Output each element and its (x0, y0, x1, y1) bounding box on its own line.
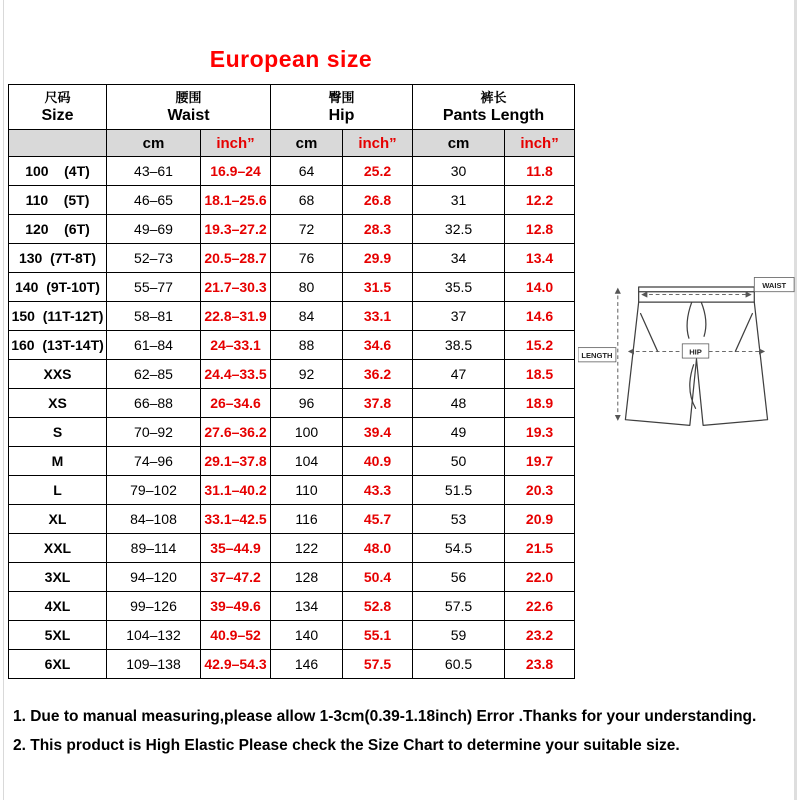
hip-cm-cell: 100 (271, 418, 343, 447)
table-row (9, 389, 575, 418)
table-row (9, 360, 575, 389)
table-row (9, 186, 575, 215)
table-row (9, 418, 575, 447)
length-cm-cell: 35.5 (413, 273, 505, 302)
waist-header-en: Waist (167, 107, 210, 125)
hip-label (682, 344, 709, 358)
shorts-line-art (578, 268, 796, 469)
waist-cm-cell: 84–108 (107, 505, 201, 534)
waist-inch-cell: 27.6–36.2 (201, 418, 271, 447)
waist-inch-cell: 33.1–42.5 (201, 505, 271, 534)
hip-inch-cell: 55.1 (343, 621, 413, 650)
size-cell: 150 (11T-12T) (9, 302, 107, 331)
hip-header-en: Hip (328, 107, 355, 125)
col-header-size (9, 85, 107, 130)
length-cm-cell: 56 (413, 563, 505, 592)
length-inch-cell: 14.6 (505, 302, 575, 331)
hip-cm-cell: 146 (271, 650, 343, 679)
length-cm-cell: 38.5 (413, 331, 505, 360)
waist-inch-cell: 24.4–33.5 (201, 360, 271, 389)
hip-cm-cell: 80 (271, 273, 343, 302)
length-inch-cell: 13.4 (505, 244, 575, 273)
hip-inch-cell: 25.2 (343, 157, 413, 186)
length-cm-header: cm (413, 130, 505, 157)
hip-inch-cell: 33.1 (343, 302, 413, 331)
table-row (9, 621, 575, 650)
size-cell: M (9, 447, 107, 476)
length-cm-cell: 37 (413, 302, 505, 331)
waist-cm-cell: 52–73 (107, 244, 201, 273)
waist-inch-cell: 26–34.6 (201, 389, 271, 418)
size-header-cn: 尺码 (44, 89, 71, 105)
hip-cm-cell: 104 (271, 447, 343, 476)
size-cell: 100 (4T) (9, 157, 107, 186)
table-row (9, 215, 575, 244)
size-cell: XXL (9, 534, 107, 563)
waist-cm-cell: 66–88 (107, 389, 201, 418)
hip-inch-cell: 48.0 (343, 534, 413, 563)
waist-cm-cell: 58–81 (107, 302, 201, 331)
size-cell: XXS (9, 360, 107, 389)
hip-cm-cell: 64 (271, 157, 343, 186)
table-row (9, 505, 575, 534)
length-inch-cell: 21.5 (505, 534, 575, 563)
left-pocket-line (641, 314, 658, 352)
waist-cm-header: cm (107, 130, 201, 157)
length-inch-cell: 22.0 (505, 563, 575, 592)
hip-inch-cell: 37.8 (343, 389, 413, 418)
table-row (9, 273, 575, 302)
hip-cm-cell: 134 (271, 592, 343, 621)
length-inch-cell: 20.3 (505, 476, 575, 505)
length-label (578, 348, 616, 362)
hip-cm-cell: 84 (271, 302, 343, 331)
length-inch-cell: 12.2 (505, 186, 575, 215)
size-table-body (9, 157, 575, 679)
waist-cm-cell: 62–85 (107, 360, 201, 389)
length-cm-cell: 51.5 (413, 476, 505, 505)
size-cell: L (9, 476, 107, 505)
length-header-cn: 裤长 (480, 89, 507, 105)
waist-inch-cell: 39–49.6 (201, 592, 271, 621)
length-header-en: Pants Length (442, 107, 545, 125)
size-cell: 130 (7T-8T) (9, 244, 107, 273)
table-row (9, 650, 575, 679)
hip-cm-cell: 140 (271, 621, 343, 650)
page-title: European size (209, 46, 373, 72)
hip-cm-cell: 76 (271, 244, 343, 273)
hip-label-text: HIP (689, 347, 702, 357)
hip-inch-cell: 52.8 (343, 592, 413, 621)
length-cm-cell: 30 (413, 157, 505, 186)
waist-inch-header: inch” (201, 130, 271, 157)
waist-cm-cell: 74–96 (107, 447, 201, 476)
waist-inch-cell: 20.5–28.7 (201, 244, 271, 273)
size-table (8, 84, 575, 679)
hip-cm-cell: 68 (271, 186, 343, 215)
col-header-length (413, 85, 575, 130)
waist-inch-cell: 21.7–30.3 (201, 273, 271, 302)
table-row (9, 244, 575, 273)
length-inch-cell: 18.9 (505, 389, 575, 418)
shorts-measure-diagram (578, 268, 796, 476)
hip-cm-cell: 96 (271, 389, 343, 418)
hip-cm-cell: 88 (271, 331, 343, 360)
length-inch-cell: 19.7 (505, 447, 575, 476)
waist-inch-cell: 35–44.9 (201, 534, 271, 563)
waist-inch-cell: 37–47.2 (201, 563, 271, 592)
hip-inch-cell: 57.5 (343, 650, 413, 679)
table-row (9, 563, 575, 592)
waist-inch-cell: 18.1–25.6 (201, 186, 271, 215)
hip-cm-cell: 110 (271, 476, 343, 505)
waist-inch-cell: 29.1–37.8 (201, 447, 271, 476)
unit-header-empty (9, 130, 107, 157)
length-inch-cell: 20.9 (505, 505, 575, 534)
hip-header-cn: 臀围 (328, 89, 355, 105)
waist-label (754, 278, 794, 292)
size-cell: XL (9, 505, 107, 534)
drawstring-right (701, 302, 706, 336)
waist-label-text: WAIST (762, 280, 787, 290)
waist-inch-cell: 16.9–24 (201, 157, 271, 186)
drawstring-left (687, 302, 692, 338)
size-cell: 6XL (9, 650, 107, 679)
note-2: 2. This product is High Elastic Please check the Size Chart to determine your suitable size. (13, 737, 680, 755)
hip-inch-cell: 26.8 (343, 186, 413, 215)
length-cm-cell: 47 (413, 360, 505, 389)
size-cell: 120 (6T) (9, 215, 107, 244)
size-cell: 140 (9T-10T) (9, 273, 107, 302)
length-cm-cell: 50 (413, 447, 505, 476)
waist-cm-cell: 46–65 (107, 186, 201, 215)
table-row (9, 534, 575, 563)
waist-cm-cell: 61–84 (107, 331, 201, 360)
table-header-row (9, 85, 575, 130)
waist-cm-cell: 94–120 (107, 563, 201, 592)
waist-cm-cell: 89–114 (107, 534, 201, 563)
hip-inch-cell: 36.2 (343, 360, 413, 389)
waist-inch-cell: 42.9–54.3 (201, 650, 271, 679)
table-row (9, 592, 575, 621)
hip-inch-cell: 45.7 (343, 505, 413, 534)
size-cell: 110 (5T) (9, 186, 107, 215)
waist-cm-cell: 99–126 (107, 592, 201, 621)
size-cell: 160 (13T-14T) (9, 331, 107, 360)
length-inch-cell: 12.8 (505, 215, 575, 244)
size-cell: 3XL (9, 563, 107, 592)
length-cm-cell: 34 (413, 244, 505, 273)
hip-inch-cell: 50.4 (343, 563, 413, 592)
table-row (9, 331, 575, 360)
length-cm-cell: 31 (413, 186, 505, 215)
length-cm-cell: 32.5 (413, 215, 505, 244)
hip-cm-cell: 92 (271, 360, 343, 389)
hip-inch-header: inch” (343, 130, 413, 157)
hip-inch-cell: 43.3 (343, 476, 413, 505)
length-inch-header: inch” (505, 130, 575, 157)
size-cell: 5XL (9, 621, 107, 650)
hip-cm-cell: 128 (271, 563, 343, 592)
length-cm-cell: 54.5 (413, 534, 505, 563)
page-edge-line-left (3, 0, 4, 800)
waist-inch-cell: 22.8–31.9 (201, 302, 271, 331)
col-header-waist (107, 85, 271, 130)
waist-inch-cell: 31.1–40.2 (201, 476, 271, 505)
table-row (9, 476, 575, 505)
length-inch-cell: 14.0 (505, 273, 575, 302)
unit-header-row (9, 130, 575, 157)
waist-cm-cell: 55–77 (107, 273, 201, 302)
length-cm-cell: 57.5 (413, 592, 505, 621)
col-header-hip (271, 85, 413, 130)
table-row (9, 157, 575, 186)
waist-cm-cell: 104–132 (107, 621, 201, 650)
hip-inch-cell: 28.3 (343, 215, 413, 244)
length-cm-cell: 53 (413, 505, 505, 534)
length-cm-cell: 49 (413, 418, 505, 447)
waist-cm-cell: 109–138 (107, 650, 201, 679)
waist-cm-cell: 79–102 (107, 476, 201, 505)
waist-cm-cell: 70–92 (107, 418, 201, 447)
hip-inch-cell: 40.9 (343, 447, 413, 476)
waist-header-cn: 腰围 (175, 89, 202, 105)
hip-cm-cell: 72 (271, 215, 343, 244)
waist-inch-cell: 19.3–27.2 (201, 215, 271, 244)
length-label-text: LENGTH (581, 351, 613, 361)
hip-cm-cell: 122 (271, 534, 343, 563)
hip-cm-header: cm (271, 130, 343, 157)
length-inch-cell: 19.3 (505, 418, 575, 447)
size-header-en: Size (41, 107, 74, 125)
length-inch-cell: 23.8 (505, 650, 575, 679)
size-cell: 4XL (9, 592, 107, 621)
shorts-body-outline (625, 302, 767, 425)
hip-inch-cell: 31.5 (343, 273, 413, 302)
length-inch-cell: 15.2 (505, 331, 575, 360)
waist-inch-cell: 40.9–52 (201, 621, 271, 650)
length-inch-cell: 23.2 (505, 621, 575, 650)
hip-inch-cell: 34.6 (343, 331, 413, 360)
table-row (9, 302, 575, 331)
hip-cm-cell: 116 (271, 505, 343, 534)
size-cell: S (9, 418, 107, 447)
length-cm-cell: 48 (413, 389, 505, 418)
length-inch-cell: 18.5 (505, 360, 575, 389)
waist-inch-cell: 24–33.1 (201, 331, 271, 360)
length-inch-cell: 11.8 (505, 157, 575, 186)
length-cm-cell: 59 (413, 621, 505, 650)
table-row (9, 447, 575, 476)
right-pocket-line (735, 314, 752, 352)
footer-notes (13, 706, 791, 765)
length-inch-cell: 22.6 (505, 592, 575, 621)
hip-inch-cell: 29.9 (343, 244, 413, 273)
length-cm-cell: 60.5 (413, 650, 505, 679)
waist-cm-cell: 49–69 (107, 215, 201, 244)
waist-cm-cell: 43–61 (107, 157, 201, 186)
note-1: 1. Due to manual measuring,please allow 1-3cm(0.39-1.18inch) Error .Thanks for your understanding. (13, 708, 757, 725)
size-cell: XS (9, 389, 107, 418)
hip-inch-cell: 39.4 (343, 418, 413, 447)
